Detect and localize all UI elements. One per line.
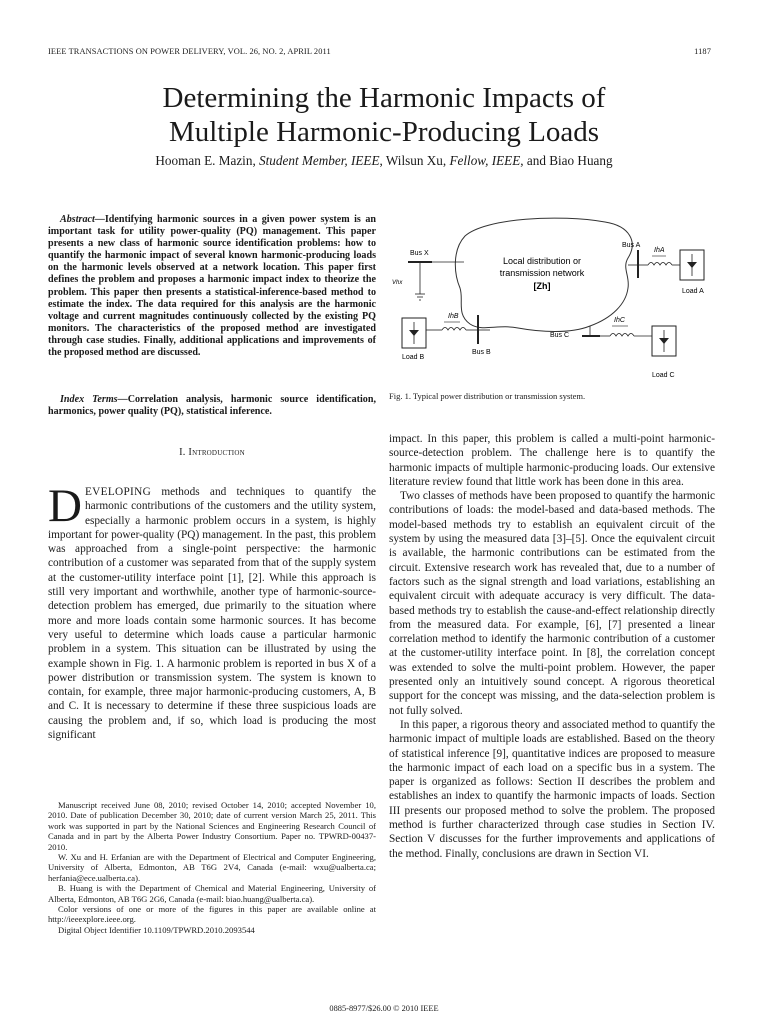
section-heading-introduction bbox=[48, 447, 376, 458]
footnote-color: Color versions of one or more of the figures in this paper are available online at http://ieeexplore.ieee.org. bbox=[48, 904, 376, 925]
figure-1-diagram bbox=[390, 214, 716, 386]
author-1-role: Student Member, IEEE bbox=[259, 153, 380, 168]
rc-paragraph-1: impact. In this paper, this problem is called a multi-point harmonic-source-detection problem. The challenge here is to quantify the harmonic impacts of multiple harmonic-producing loads. Our extensive literature review found that little work has been done in this area. bbox=[389, 433, 715, 488]
intro-first-word: EVELOPING bbox=[84, 486, 152, 498]
journal-header: IEEE TRANSACTIONS ON POWER DELIVERY, VOL. 26, NO. 2, APRIL 2011 bbox=[48, 47, 331, 56]
load-c-label: Load C bbox=[652, 372, 675, 379]
figure-1 bbox=[390, 214, 716, 386]
footnote-doi: Digital Object Identifier 10.1109/TPWRD.2010.2093544 bbox=[58, 924, 255, 935]
ihb-label: IhB bbox=[448, 313, 459, 320]
load-b-source-icon bbox=[409, 330, 419, 336]
iha-label: IhA bbox=[654, 247, 665, 254]
author-3: Biao Huang bbox=[549, 153, 613, 168]
drop-cap: D bbox=[48, 485, 82, 532]
introduction-body bbox=[48, 485, 376, 785]
section-numeral: I. bbox=[179, 447, 186, 458]
right-column-body bbox=[389, 432, 715, 992]
index-terms-label: Index Terms— bbox=[60, 394, 128, 405]
intro-paragraph bbox=[48, 485, 376, 742]
page-footer: 0885-8977/$26.00 © 2010 IEEE bbox=[329, 1004, 439, 1013]
paper-title bbox=[0, 81, 768, 149]
author-2: Wilsun Xu, bbox=[385, 153, 447, 168]
bus-b-label: Bus B bbox=[472, 349, 491, 356]
abstract bbox=[48, 214, 376, 359]
bus-c-label: Bus C bbox=[550, 332, 570, 339]
inductor-c bbox=[610, 334, 634, 337]
page-number: 1187 bbox=[694, 47, 711, 56]
figure-1-caption: Fig. 1. Typical power distribution or transmission system. bbox=[389, 391, 586, 401]
footnote-affiliation-1: W. Xu and H. Erfanian are with the Department of Electrical and Computer Engineering, University of Alberta, Edmonton, AB T6G 2V4, Canada (e-mail: wxu@ualberta.ca; herfania@ece.ualberta.ca). bbox=[48, 852, 376, 883]
load-c-source-icon bbox=[659, 338, 669, 344]
network-label-1: Local distribution or bbox=[502, 256, 582, 266]
abstract-label: Abstract— bbox=[60, 214, 105, 225]
bus-x-label: Bus X bbox=[410, 250, 429, 257]
network-label-3: [Zh] bbox=[533, 281, 551, 291]
vhx-label: Vhx bbox=[392, 280, 403, 286]
footnote-manuscript: Manuscript received June 08, 2010; revised October 14, 2010; accepted November 10, 2010. Date of publication December 30, 2010; date of current version March 25, 2011. This work was supported in part by the National Sciences and Engineering Research Council of Canada and in part by the Alberta Power Industry Consortium. Paper no. TPWRD-00437-2010. bbox=[48, 800, 376, 852]
network-label-2: transmission network bbox=[499, 268, 585, 278]
author-1: Hooman E. Mazin, bbox=[155, 153, 256, 168]
rc-paragraph-2: Two classes of methods have been proposed to quantify the harmonic contributions of loads: the model-based and data-based methods. The model-based methods try to establish an equivalent circuit of the system by using the measured data [3]–[5]. Once the equivalent circuit is available, the harmonic contributions can be estimated from the circuit. Extensive research work has revealed that, due to a number of factors such as the signal strength and load variations, establishing an equivalent circuit with adequate accuracy is very difficult. The data-based methods try to establish the cause-and-effect relationship directly from the measured data. For example, [6], [7] presented a linear correlation method to identify the harmonic contribution of a customer at the customer-utility interface point. In [8], the correlation concept was extended to solve the multi-point problem. However, the paper presented only an intuitively sound concept. A rigorous theoretical support for the concept was missing, and the data-selection problem is not fully solved. bbox=[389, 490, 715, 717]
bus-a-label: Bus A bbox=[622, 242, 641, 249]
index-terms bbox=[48, 394, 376, 418]
author-connector: , and bbox=[520, 153, 546, 168]
load-a-source-icon bbox=[687, 262, 697, 268]
author-2-role: Fellow, IEEE bbox=[449, 153, 521, 168]
intro-text: methods and techniques to quantify the harmonic contributions of the customers and the utility system, especially a harmonic problem occurs in a system, is highly important for power-quality (PQ) management. In the past, this problem was approached from a single-point perspective: the harmonic contribution of a customer was separated from that of the supply system at the customer-utility interface point [1], [2]. While this approach is still very important and worthwhile, another type of harmonic-source-detection problem has emerged, due primarily to the situation where more and more loads contain some harmonic sources. It has become very useful to determine which loads cause a particular harmonic problem in a system. This situation can be illustrated by using the example shown in Fig. 1. A harmonic problem is reported in bus X of a power distribution or transmission system. The system is known to contain, for example, three major harmonic-producing customers, A, B and C. It is necessary to determine if these three suspicious loads are causing the problem and, if so, which load is producing the most significant bbox=[48, 486, 376, 742]
author-line: Hooman E. Mazin, Student Member, IEEE, Wilsun Xu, Fellow, IEEE, and Biao Huang bbox=[155, 153, 613, 168]
inductor-b bbox=[442, 328, 466, 331]
inductor-a bbox=[648, 263, 672, 266]
footnote-affiliation-2: B. Huang is with the Department of Chemical and Material Engineering, University of Alberta, Edmonton, AB T6G 2G6, Canada (e-mail: biao.huang@ualberta.ca). bbox=[48, 883, 376, 904]
load-a-label: Load A bbox=[682, 288, 704, 295]
load-b-label: Load B bbox=[402, 354, 425, 361]
title-line-2: Multiple Harmonic-Producing Loads bbox=[168, 116, 600, 148]
title-line-1: Determining the Harmonic Impacts of bbox=[162, 82, 606, 114]
footnote bbox=[48, 800, 376, 935]
ihc-label: IhC bbox=[614, 317, 625, 324]
abstract-text: Identifying harmonic sources in a given power system is an important task for utility power-quality (PQ) management. This paper presents a new class of harmonic source identification problems: how to quantify the harmonic impact of several known harmonic-producing loads on the harmonic levels observed at a network location. This paper first defines the problem and proposes a harmonic impact index to theorize the problem. This paper then presents a statistical-inference-based method to estimate the index. The data required for this analysis are the harmonic voltage and current magnitudes continuously collected by the existing PQ monitors. The characteristics of the proposed method are investigated through case studies. Finally, additional applications and improvements of the proposed method are discussed. bbox=[48, 214, 376, 359]
rc-paragraph-3: In this paper, a rigorous theory and associated method to quantify the harmonic impact of multiple loads are established. Based on the theory of statistical inference [9], quantitative indices are proposed to measure the harmonic impact of each load on a specific bus in a system. The paper is organized as follows: Section II describes the problem and establishes an index to quantify the harmonic impacts of loads. Section III presents our proposed method to solve the problem. The proposed method is further characterized through case studies in Section IV. Section V discusses for the further improvements and applications of the method. Finally, conclusions are drawn in Section VI. bbox=[389, 718, 715, 860]
section-title: Introduction bbox=[188, 447, 245, 458]
index-terms-text: Correlation analysis, harmonic source identification, harmonics, power quality (PQ), statistical inference. bbox=[48, 394, 376, 418]
